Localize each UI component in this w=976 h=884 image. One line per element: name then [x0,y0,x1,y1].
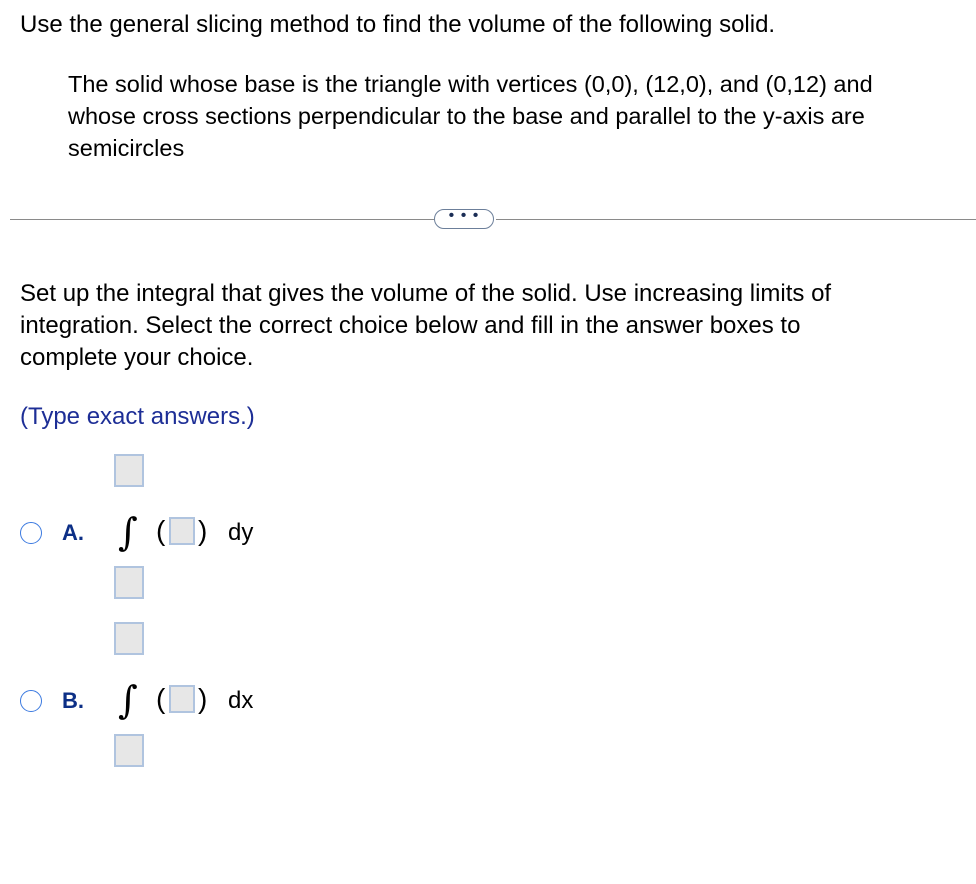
choice-a-upper-limit-input[interactable] [114,454,144,487]
prompt-line: integration. Select the correct choice below and fill in the answer boxes to [20,312,801,339]
section-divider [496,219,976,220]
expand-more-button[interactable]: • • • [434,209,494,229]
prompt-line: Set up the integral that gives the volume of the solid. Use increasing limits of [20,280,832,307]
choice-b-differential: dx [228,687,254,714]
choice-b-open-paren: ( [156,683,166,714]
choice-a-close-paren: ) [198,515,208,546]
choice-b-radio[interactable] [20,690,42,712]
choice-a-lower-limit-input[interactable] [114,566,144,599]
choice-b-integrand-input[interactable] [169,685,195,713]
problem-statement-line: The solid whose base is the triangle with vertices (0,0), (12,0), and (0,12) and [68,71,873,97]
choice-a-integral-sign: ∫ [118,510,138,554]
choice-b-close-paren: ) [198,683,208,714]
problem-statement-line: whose cross sections perpendicular to the base and parallel to the y-axis are [68,103,865,129]
question-instruction: Use the general slicing method to find the volume of the following solid. [20,11,776,38]
choice-a-integrand-input[interactable] [169,517,195,545]
answer-format-note: (Type exact answers.) [20,403,255,430]
choice-b-letter[interactable]: B. [62,688,84,713]
choice-a-letter[interactable]: A. [62,520,84,545]
choice-b-integral-sign: ∫ [118,678,138,722]
section-divider [10,219,434,220]
choice-a-differential: dy [228,519,254,546]
choice-b-lower-limit-input[interactable] [114,734,144,767]
choice-a-radio[interactable] [20,522,42,544]
choice-a-open-paren: ( [156,515,166,546]
prompt-line: complete your choice. [20,344,254,371]
problem-statement-line: semicircles [68,135,185,161]
choice-b-upper-limit-input[interactable] [114,622,144,655]
